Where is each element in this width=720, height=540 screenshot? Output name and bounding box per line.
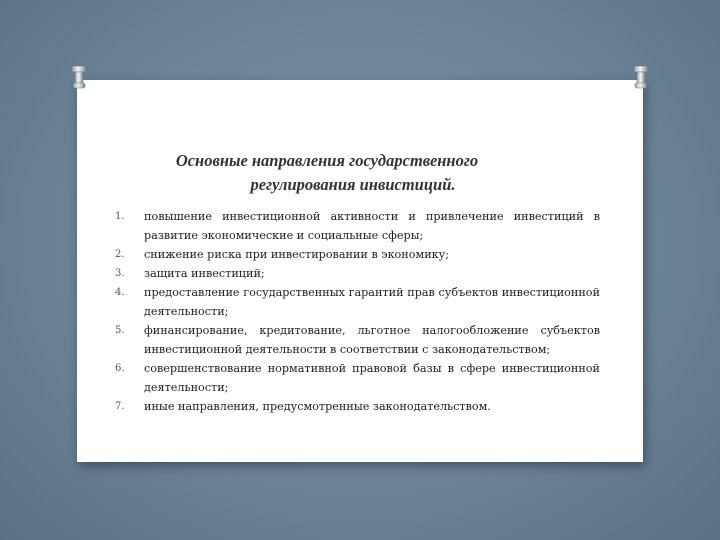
directions-list [115,207,600,416]
list-item [115,264,600,283]
list-item-number: 5. [115,325,125,336]
list-item-number: 2. [115,249,125,260]
list-item-text: защита инвестиций; [144,267,265,280]
pushpin-icon [71,64,87,92]
list-item-number: 3. [115,268,125,279]
list-item-text: совершенствование нормативной правовой базы в сфере инвестиционной деятельности; [144,362,600,394]
list-item-number: 6. [115,363,125,374]
list-item [115,359,600,397]
slide-title-line-1: Основные направления государственного [175,151,479,170]
list-item-text: снижение риска при инвестировании в экономику; [144,248,449,261]
list-item-text: повышение инвестиционной активности и привлечение инвестиций в развитие экономические и социальные сферы; [144,210,600,242]
slide-title-line-2: регулирования инвистиций. [250,175,456,194]
list-item [115,283,600,321]
list-item [115,397,600,416]
list-item-number: 1. [115,211,125,222]
list-item [115,207,600,245]
list-item [115,321,600,359]
list-item-number: 7. [115,401,125,412]
list-item-text: иные направления, предусмотренные законодательством. [144,400,491,413]
list-item-text: предоставление государственных гарантий прав субъектов инвестиционной деятельности; [144,286,600,318]
list-item-text: финансирование, кредитование, льготное налогообложение субъектов инвестиционной деятельности в соответствии с законодательством; [144,324,600,356]
pushpin-icon [633,64,649,92]
list-item [115,245,600,264]
list-item-number: 4. [115,287,125,298]
